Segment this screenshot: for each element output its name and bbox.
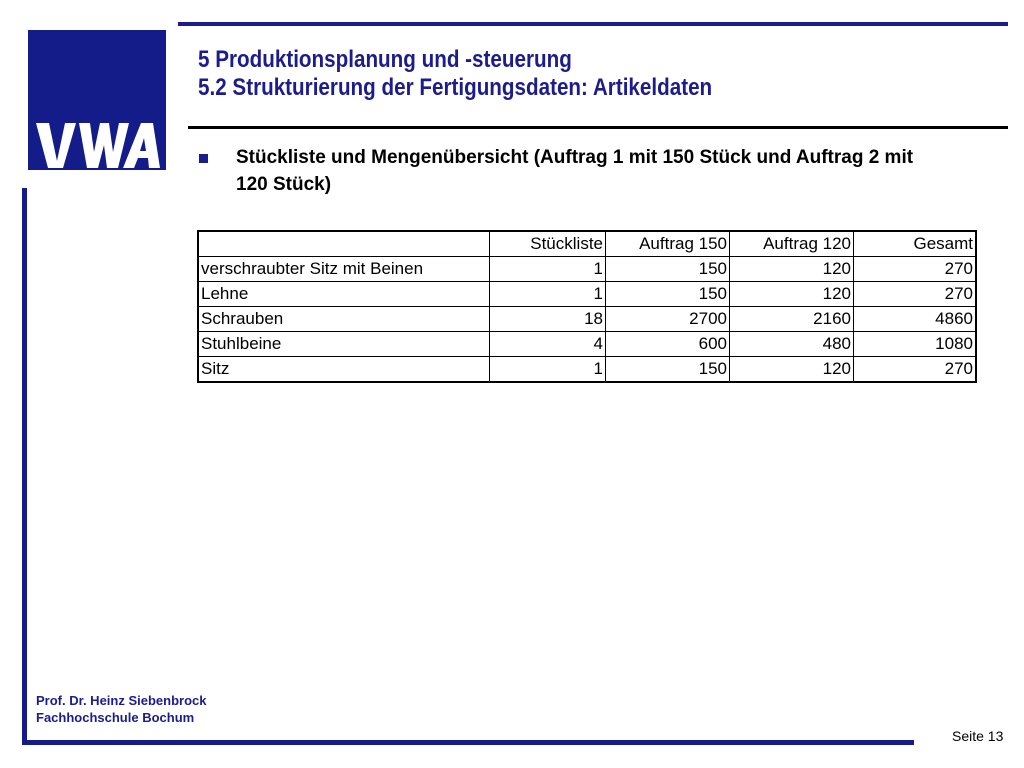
table-cell: 1: [490, 282, 606, 307]
table-cell: 2160: [730, 307, 854, 332]
title-rule: [188, 126, 1008, 129]
bullet-text: Stückliste und Mengenübersicht (Auftrag 1 mit 150 Stück und Auftrag 2 mit 120 Stück): [236, 147, 914, 195]
table-cell: 480: [730, 332, 854, 357]
author-institution: Fachhochschule Bochum: [36, 710, 195, 725]
slide-title: [198, 46, 712, 102]
header-cell: Auftrag 120: [730, 231, 854, 257]
footer-author: [36, 692, 207, 726]
title-line-1: 5 Produktionsplanung und -steuerung: [198, 46, 572, 73]
table-cell: 270: [854, 257, 977, 282]
table-cell: Lehne: [198, 282, 490, 307]
header-cell: [198, 231, 490, 257]
author-name: Prof. Dr. Heinz Siebenbrock: [36, 693, 207, 708]
table-cell: Stuhlbeine: [198, 332, 490, 357]
table-row: [198, 307, 976, 332]
table-row: [198, 282, 976, 307]
table-cell: 150: [606, 282, 730, 307]
table-cell: 1080: [854, 332, 977, 357]
table-row: [198, 332, 976, 357]
table-cell: Sitz: [198, 357, 490, 383]
table-cell: 1: [490, 357, 606, 383]
table-row: [198, 357, 976, 383]
left-rule: [22, 188, 27, 744]
table-cell: 270: [854, 357, 977, 383]
table-cell: Schrauben: [198, 307, 490, 332]
table-cell: 18: [490, 307, 606, 332]
table-cell: 150: [606, 357, 730, 383]
top-rule: [178, 22, 1008, 26]
table-cell: 150: [606, 257, 730, 282]
table-cell: 600: [606, 332, 730, 357]
table-cell: 1: [490, 257, 606, 282]
table-row: [198, 257, 976, 282]
header-cell: Gesamt: [854, 231, 977, 257]
table-cell: 2700: [606, 307, 730, 332]
table-cell: 120: [730, 257, 854, 282]
bom-table: [197, 230, 977, 383]
header-cell: Auftrag 150: [606, 231, 730, 257]
title-line-2: 5.2 Strukturierung der Fertigungsdaten: Artikeldaten: [198, 74, 713, 101]
table-cell: 4860: [854, 307, 977, 332]
bullet-marker-icon: [199, 154, 208, 163]
table-cell: 270: [854, 282, 977, 307]
table-header-row: [198, 231, 976, 257]
table-cell: verschraubter Sitz mit Beinen: [198, 257, 490, 282]
vwa-logo-mark: [28, 30, 166, 170]
table-cell: 120: [730, 357, 854, 383]
bottom-rule: [22, 740, 914, 745]
vwa-logo: [28, 30, 166, 170]
table-cell: 4: [490, 332, 606, 357]
page-number: Seite 13: [952, 728, 1004, 744]
table-cell: 120: [730, 282, 854, 307]
header-cell: Stückliste: [490, 231, 606, 257]
